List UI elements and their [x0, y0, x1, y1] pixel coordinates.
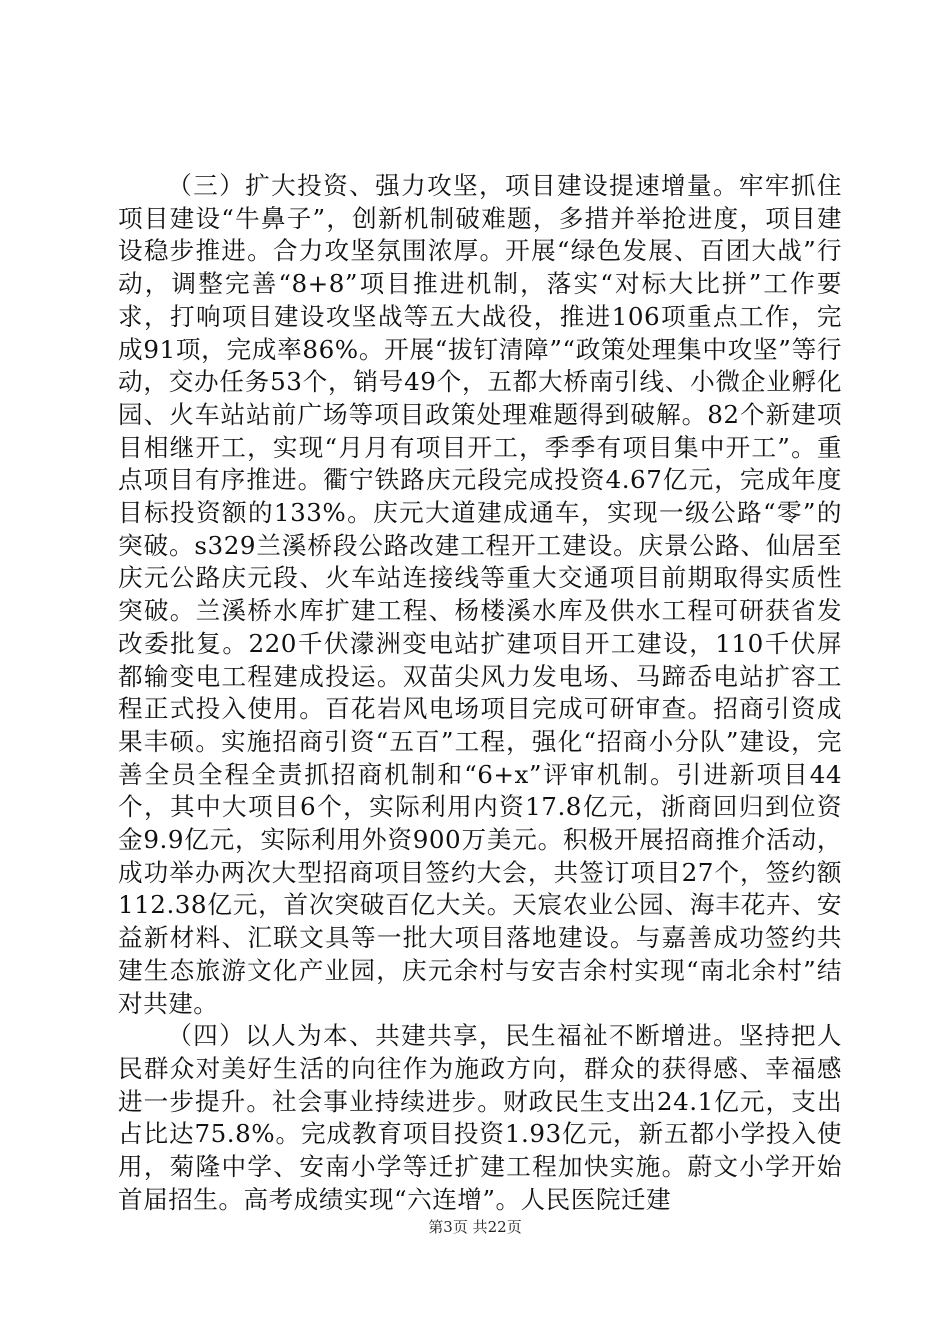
- paragraph-investment: （三）扩大投资、强力攻坚，项目建设提速增量。牢牢抓住项目建设“牛鼻子”，创新机制破难题，多措并举抢进度，项目建设稳步推进。合力攻坚氛围浓厚。开展“绿色发展、百团大战”行动，调整完善“8+8”项目推进机制，落实“对标大比拼”工作要求，打响项目建设攻坚战等五大战役，推进106项重点工作，完成91项，完成率86%。开展“拔钉清障”“政策处理集中攻坚”等行动，交办任务53个，销号49个，五都大桥南引线、小微企业孵化园、火车站站前广场等项目政策处理难题得到破解。82个新建项目相继开工，实现“月月有项目开工，季季有项目集中开工”。重点项目有序推进。衢宁铁路庆元段完成投资4.67亿元，完成年度目标投资额的133%。庆元大道建成通车，实现一级公路“零”的突破。s329兰溪桥段公路改建工程开工建设。庆景公路、仙居至庆元公路庆元段、火车站连接线等重大交通项目前期取得实质性突破。兰溪桥水库扩建工程、杨楼溪水库及供水工程可研获省发改委批复。220千伏濛洲变电站扩建项目开工建设，110千伏屏都输变电工程建成投运。双苗尖风力发电场、马蹄岙电站扩容工程正式投入使用。百花岩风电场项目完成可研审查。招商引资成果丰硕。实施招商引资“五百”工程，强化“招商小分队”建设，完善全员全程全责抓招商机制和“6+x”评审机制。引进新项目44个，其中大项目6个，实际利用内资17.8亿元，浙商回归到位资金9.9亿元，实际利用外资900万美元。积极开展招商推介活动，成功举办两次大型招商项目签约大会，共签订项目27个，签约额112.38亿元，首次突破百亿大关。天宸农业公园、海丰花卉、安益新材料、汇联文具等一批大项目落地建设。与嘉善成功签约共建生态旅游文化产业园，庆元余村与安吉余村实现“南北余村”结对共建。: [118, 171, 842, 1018]
- paragraph-livelihood: （四）以人为本、共建共享，民生福祉不断增进。坚持把人民群众对美好生活的向往作为施政方向，群众的获得感、幸福感进一步提升。社会事业持续进步。财政民生支出24.1亿元，支出占比达75.8%。完成教育项目投资1.93亿元，新五都小学投入使用，菊隆中学、安南小学等迁扩建工程加快实施。蔚文小学开始首届招生。高考成绩实现“六连增”。人民医院迁建: [118, 1021, 842, 1214]
- page-footer: 第3页 共22页: [428, 1218, 522, 1236]
- document-body: [118, 170, 842, 1217]
